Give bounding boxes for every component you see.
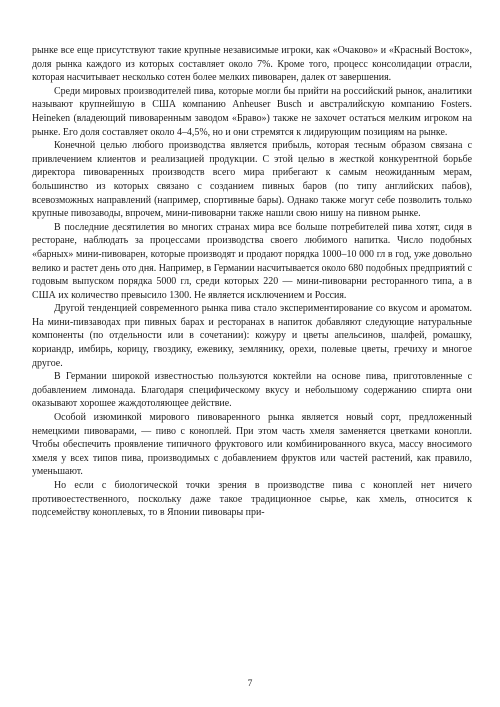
paragraph-5: Другой тенденцией современного рынка пива стало экспериментирование со вкусом и ароматом. На мини-пивзаводах при пивных барах и ресторанах в напиток добавляют следующие натуральные компоненты (по отдельности или в сочетании): кожуру и цветы апельсинов, шалфей, ромашку, кориандр, имбирь, корицу, гвоздику, ежевику, землянику, орехи, полевые цветы, гречиху и многое другое. [32, 303, 472, 369]
page-number: 7 [247, 679, 253, 689]
document-page [32, 44, 472, 659]
paragraph-1: рынке все еще присутствуют такие крупные независимые игроки, как «Очаково» и «Красный Восток», доля рынка каждого из которых составляет около 7%. Кроме того, процесс консолидации отрасли, которая насчитывает несколько сотен более мелких пивоварен, далек от завершения. [32, 45, 472, 84]
paragraph-4: В последние десятилетия во многих странах мира все больше потребителей пива хотят, сидя в ресторане, наблюдать за процессами производства своего любимого напитка. Число подобных «барных» мини-пивоварен, которые производят и продают порядка 1000–10 000 гл в год, уже довольно велико и растет день ото дня. Например, в Германии насчитывается около 680 подобных предприятий с годовым выпуском порядка 5000 гл, среди которых 220 — мини-пивоварни ресторанного типа, а в США их количество превысило 1300. Не является исключением и Россия. [32, 221, 472, 301]
paragraph-3: Конечной целью любого производства является прибыль, которая тесным образом связана с привлечением клиентов и реализацией продукции. С этой целью в жесткой конкурентной борьбе директора пивоваренных производств всего мира прибегают к самым неожиданным мерам, большинство из которых связано с созданием пивных баров (по типу английских пабов), всевозможных направлений (например, спортивные бары). Однако также могут себе позволить только крупные пивозаводы, впрочем, мини-пивоварни также нашли свою нишу на пивном рынке. [32, 140, 472, 220]
paragraph-8: Но если с биологической точки зрения в производстве пива с коноплей нет ничего противоестественного, поскольку даже такое традиционное сырье, как хмель, относится к подсемейству коноплевых, то в Японии пивовары при- [32, 480, 472, 519]
paragraph-6: В Германии широкой известностью пользуются коктейли на основе пива, приготовленные с добавлением лимонада. Благодаря специфическому вкусу и небольшому содержанию спирта они оказывают хорошее жаждотоляющее действие. [32, 371, 472, 410]
paragraph-2: Среди мировых производителей пива, которые могли бы прийти на российский рынок, аналитики называют крупнейшую в США компанию Anheuser Busch и австралийскую компанию Fosters. Heineken (владеющий пивоваренным заводом «Браво») также не захочет остаться мелким игроком на рынке. Его доля составляет около 4–4,5%, но и они стремятся к лидирующим позициям на рынке. [32, 85, 472, 138]
paragraph-7: Особой изюминкой мирового пивоваренного рынка является новый сорт, предложенный немецкими пивоварами, — пиво с коноплей. При этом часть хмеля заменяется цветками конопли. Чтобы обеспечить проявление типичного фруктового или комбинированного вкуса, массу вносимого хмеля у всех типов пива, производимых с добавлением фруктов или частей растений, как правило, уменьшают. [32, 412, 472, 478]
